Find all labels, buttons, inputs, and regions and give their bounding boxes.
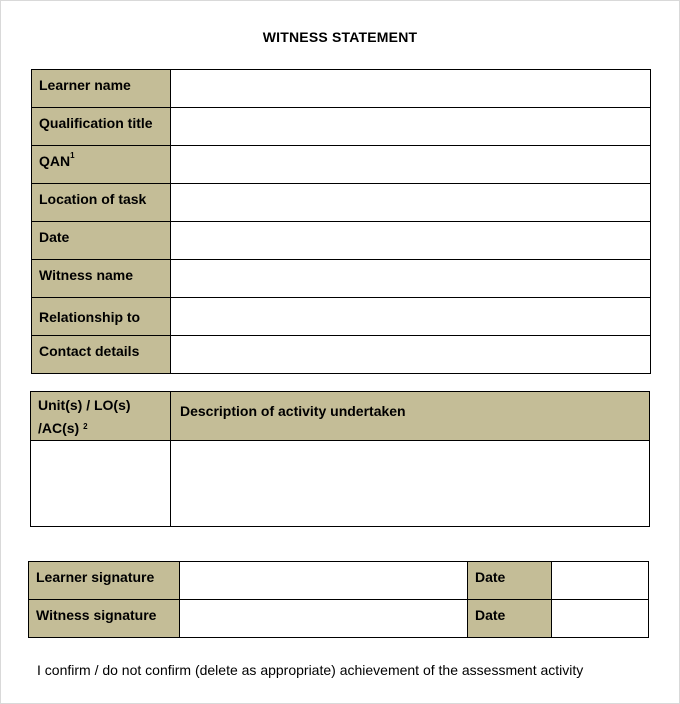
table-row bbox=[32, 222, 651, 260]
witness-signature-field[interactable] bbox=[180, 600, 468, 638]
confirmation-statement: I confirm / do not confirm (delete as appropriate) achievement of the assessment activity bbox=[37, 662, 584, 678]
label-text: Qualification title bbox=[39, 115, 153, 131]
qualification-title-label bbox=[32, 108, 171, 146]
table-row bbox=[32, 298, 651, 336]
qan-field[interactable] bbox=[171, 146, 651, 184]
table-row bbox=[29, 600, 649, 638]
label-text: Witness name bbox=[39, 267, 134, 283]
qualification-title-field[interactable] bbox=[171, 108, 651, 146]
footnote-marker: 1 bbox=[70, 151, 75, 160]
unit-lo-ac-field[interactable] bbox=[31, 441, 171, 527]
location-field[interactable] bbox=[171, 184, 651, 222]
label-text: Description of activity undertaken bbox=[180, 403, 406, 419]
activity-table bbox=[30, 391, 650, 527]
relationship-field[interactable] bbox=[171, 298, 651, 336]
label-text: Learner signature bbox=[36, 569, 155, 585]
label-text: Date bbox=[39, 229, 70, 245]
unit-lo-ac-header bbox=[31, 392, 171, 441]
table-row bbox=[32, 70, 651, 108]
label-text: Location of task bbox=[39, 191, 147, 207]
date-label bbox=[468, 600, 552, 638]
table-row bbox=[32, 146, 651, 184]
table-row bbox=[31, 441, 650, 527]
details-table bbox=[31, 69, 651, 374]
learner-signature-label bbox=[29, 562, 180, 600]
location-label bbox=[32, 184, 171, 222]
table-row bbox=[32, 336, 651, 374]
contact-details-label bbox=[32, 336, 171, 374]
signature-table bbox=[28, 561, 649, 638]
learner-signature-field[interactable] bbox=[180, 562, 468, 600]
label-text: Contact details bbox=[39, 343, 140, 359]
witness-date-field[interactable] bbox=[552, 600, 649, 638]
learner-date-field[interactable] bbox=[552, 562, 649, 600]
qan-label bbox=[32, 146, 171, 184]
witness-signature-label bbox=[29, 600, 180, 638]
qan-text: QAN bbox=[39, 153, 71, 169]
description-header bbox=[171, 392, 650, 441]
label-text: Witness signature bbox=[36, 607, 157, 623]
footnote-marker: 2 bbox=[83, 422, 88, 431]
label-text: Learner name bbox=[39, 77, 131, 93]
witness-name-label bbox=[32, 260, 171, 298]
unit-line1: Unit(s) / LO(s) bbox=[38, 397, 131, 413]
witness-name-field[interactable] bbox=[171, 260, 651, 298]
label-text: Date bbox=[475, 569, 506, 585]
learner-name-label bbox=[32, 70, 171, 108]
date-field[interactable] bbox=[171, 222, 651, 260]
page-title: WITNESS STATEMENT bbox=[262, 29, 418, 45]
table-row bbox=[29, 562, 649, 600]
date-label bbox=[32, 222, 171, 260]
table-row bbox=[32, 108, 651, 146]
learner-name-field[interactable] bbox=[171, 70, 651, 108]
contact-details-field[interactable] bbox=[171, 336, 651, 374]
description-field[interactable] bbox=[171, 441, 650, 527]
relationship-label bbox=[32, 298, 171, 336]
label-text: Relationship to bbox=[39, 309, 141, 325]
table-row bbox=[32, 184, 651, 222]
unit-line2: /AC(s) bbox=[38, 420, 80, 436]
table-row bbox=[32, 260, 651, 298]
label-text bbox=[31, 392, 170, 440]
label-text bbox=[32, 146, 170, 169]
date-label bbox=[468, 562, 552, 600]
table-row bbox=[31, 392, 650, 441]
label-text: Date bbox=[475, 607, 506, 623]
